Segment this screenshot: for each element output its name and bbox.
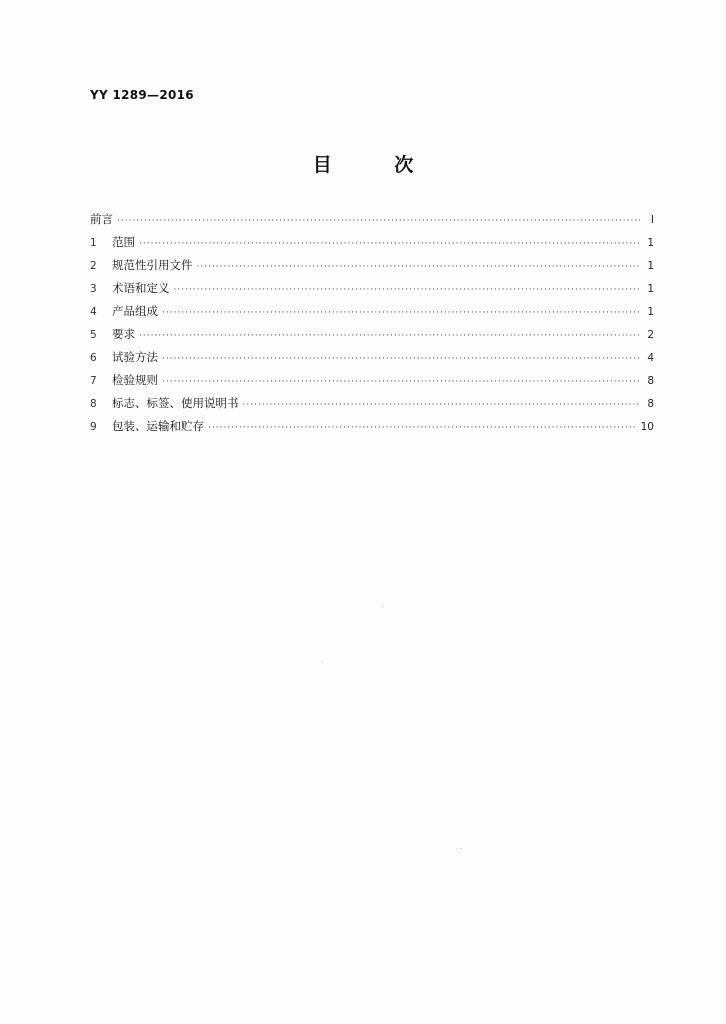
toc-entry-foreword[interactable] [90, 208, 654, 231]
toc-entry-label: 要求 [112, 327, 135, 341]
toc-entry-label: 范围 [112, 235, 135, 249]
toc-entry-number: 6 [90, 352, 97, 364]
toc-leader-dots [117, 210, 640, 233]
toc-entry-label: 前言 [90, 212, 113, 226]
toc-title: 目 次 [312, 154, 442, 176]
toc-leader-dots [162, 371, 640, 394]
toc-leader-dots [243, 394, 641, 417]
toc-entry-inspection-rules[interactable] [90, 369, 654, 392]
toc-entry-number: 2 [90, 260, 97, 272]
toc-entry-marking-labeling[interactable] [90, 392, 654, 415]
toc-entry-number: 1 [90, 237, 97, 249]
toc-entry-packaging-transport-storage[interactable] [90, 415, 654, 438]
toc-entry-page: 1 [647, 306, 654, 318]
toc-entry-page: 1 [647, 260, 654, 272]
standard-code: YY 1289—2016 [90, 88, 194, 102]
toc-entry-scope[interactable] [90, 231, 654, 254]
toc-entry-number: 8 [90, 398, 97, 410]
toc-entry-test-methods[interactable] [90, 346, 654, 369]
toc-entry-page: 10 [640, 421, 654, 433]
toc-entry-number: 5 [90, 329, 97, 341]
scan-speck [322, 661, 323, 662]
toc-entry-requirements[interactable] [90, 323, 654, 346]
toc-leader-dots [174, 279, 641, 302]
toc-entry-label: 标志、标签、使用说明书 [112, 396, 239, 410]
toc-entry-label: 产品组成 [112, 304, 158, 318]
toc-entry-number: 7 [90, 375, 97, 387]
toc-entry-page: 2 [647, 329, 654, 341]
toc-entry-terms-definitions[interactable] [90, 277, 654, 300]
toc-entry-label: 术语和定义 [112, 281, 170, 295]
toc-entry-page: 4 [647, 352, 654, 364]
toc-entry-page: 1 [647, 283, 654, 295]
toc-entry-label: 包装、运输和贮存 [112, 419, 204, 433]
toc-entry-label: 检验规则 [112, 373, 158, 387]
toc-entry-page: I [650, 214, 654, 226]
toc-entry-page: 8 [647, 398, 654, 410]
toc-leader-dots [162, 348, 640, 371]
toc-leader-dots [208, 417, 637, 440]
toc-entry-label: 规范性引用文件 [112, 258, 193, 272]
toc-entry-number: 3 [90, 283, 97, 295]
toc-entry-number: 9 [90, 421, 97, 433]
toc-entry-number: 4 [90, 306, 97, 318]
toc-entry-page: 1 [647, 237, 654, 249]
toc-leader-dots [197, 256, 641, 279]
table-of-contents [90, 208, 654, 438]
toc-entry-normative-references[interactable] [90, 254, 654, 277]
scan-speck [460, 848, 461, 849]
toc-leader-dots [139, 233, 640, 256]
toc-entry-label: 试验方法 [112, 350, 158, 364]
scan-speck [382, 606, 383, 607]
toc-leader-dots [139, 325, 640, 348]
toc-leader-dots [162, 302, 640, 325]
toc-entry-page: 8 [647, 375, 654, 387]
toc-entry-product-composition[interactable] [90, 300, 654, 323]
